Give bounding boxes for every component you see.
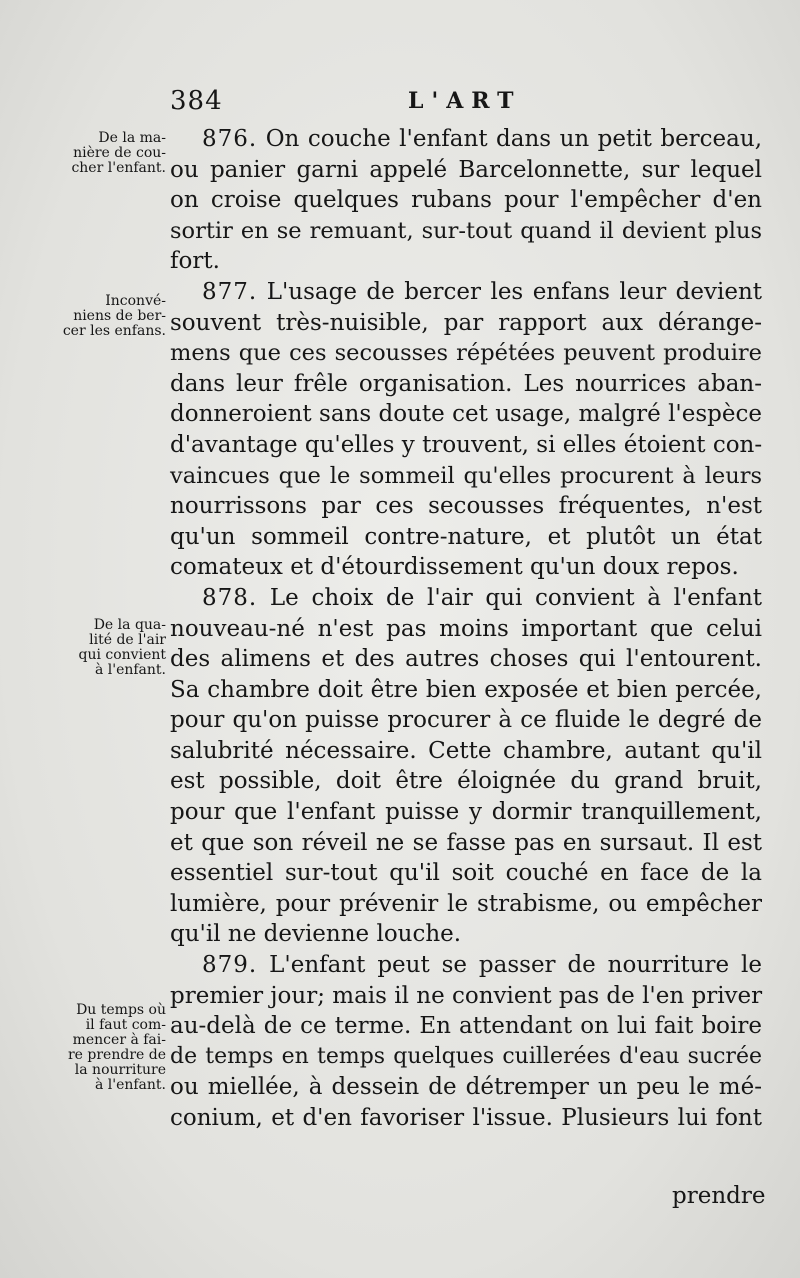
text-line: nourrissons par ces secousses fréquentes, n'est xyxy=(170,493,762,520)
text-line: qu'un sommeil contre-nature, et plutôt un état xyxy=(170,523,762,550)
paragraph-878 xyxy=(170,583,762,950)
text-line-content: L'enfant peut se passer de nourriture le xyxy=(269,952,763,979)
paragraph-number: 876. xyxy=(202,126,258,152)
text-line: des alimens et des autres choses qui l'entourent. xyxy=(170,646,762,673)
paragraph-876 xyxy=(170,124,762,277)
paragraph-number: 879. xyxy=(202,952,258,979)
text-line: fort. xyxy=(170,248,220,275)
text-line: pour qu'on puisse procurer à ce fluide le degré de xyxy=(170,707,762,734)
text-line: qu'il ne devienne louche. xyxy=(170,921,462,948)
margin-note-line: Inconvé- xyxy=(105,293,166,309)
margin-note-line: nière de cou- xyxy=(73,145,166,161)
margin-note-line: mencer à fai- xyxy=(72,1032,166,1048)
text-line: on croise quelques rubans pour l'empêcher d'en xyxy=(170,187,762,214)
text-line xyxy=(170,124,762,155)
text-line: de temps en temps quelques cuillerées d'eau sucrée xyxy=(170,1043,762,1069)
margin-note-line: De la ma- xyxy=(98,130,166,146)
text-line-content: L'usage de bercer les enfans leur devient xyxy=(266,278,762,305)
margin-note-line: qui convient xyxy=(78,647,166,663)
body-text xyxy=(170,124,762,1134)
margin-note-1 xyxy=(36,131,166,176)
text-line: mens que ces secousses répétées peuvent produire xyxy=(170,340,762,367)
text-line: ou miellée, à dessein de détremper un peu le mé- xyxy=(170,1074,762,1101)
text-line: conium, et d'en favoriser l'issue. Plusieurs lui font xyxy=(170,1105,762,1131)
margin-note-line: la nourriture xyxy=(74,1062,166,1078)
margin-note-3 xyxy=(36,618,166,678)
catchword: prendre xyxy=(672,1183,766,1209)
margin-note-line: niens de ber- xyxy=(73,308,166,324)
margin-note-line: De la qua- xyxy=(93,617,166,633)
text-line: souvent très-nuisible, par rapport aux dérange- xyxy=(170,309,762,336)
text-line: Sa chambre doit être bien exposée et bien percée, xyxy=(170,676,762,703)
paragraph-number: 877. xyxy=(202,278,258,305)
text-line xyxy=(170,277,762,308)
text-line: premier jour; mais il ne convient pas de l'en priver xyxy=(170,982,763,1009)
text-line-content: Le choix de l'air qui convient à l'enfant xyxy=(269,584,763,611)
text-line: salubrité nécessaire. Cette chambre, autant qu'il xyxy=(170,737,762,764)
text-line: pour que l'enfant puisse y dormir tranquillement, xyxy=(170,799,762,826)
page-number: 384 xyxy=(170,86,223,116)
margin-note-line: à l'enfant. xyxy=(94,662,166,678)
text-line: sortir en se remuant, sur-tout quand il devient plus xyxy=(170,217,762,244)
page-header xyxy=(170,86,760,126)
margin-note-line: cher l'enfant. xyxy=(71,160,166,176)
text-line: vaincues que le sommeil qu'elles procurent à leurs xyxy=(170,462,762,489)
running-title: L'ART xyxy=(408,88,522,114)
margin-note-line: il faut com- xyxy=(85,1017,166,1033)
text-line: d'avantage qu'elles y trouvent, si elles étoient con- xyxy=(170,431,763,458)
text-line: ou panier garni appelé Barcelonnette, sur lequel xyxy=(170,156,762,183)
margin-note-line: cer les enfans. xyxy=(62,323,166,339)
margin-note-2 xyxy=(36,294,166,339)
text-line: est possible, doit être éloignée du grand bruit, xyxy=(170,768,762,795)
text-line xyxy=(170,950,762,981)
text-line: donneroient sans doute cet usage, malgré l'espèce xyxy=(170,401,762,428)
text-line-content: On couche l'enfant dans un petit berceau, xyxy=(265,126,762,152)
margin-note-line: à l'enfant. xyxy=(94,1077,166,1093)
text-line: nouveau-né n'est pas moins important que celui xyxy=(170,615,762,642)
text-line: au-delà de ce terme. En attendant on lui fait boire xyxy=(170,1013,762,1040)
paragraph-number: 878. xyxy=(202,584,258,611)
text-line: dans leur frêle organisation. Les nourrices aban- xyxy=(170,370,762,397)
margin-note-4 xyxy=(36,1003,166,1093)
text-line: essentiel sur-tout qu'il soit couché en face de la xyxy=(170,860,762,887)
paragraph-877 xyxy=(170,277,762,583)
margin-note-line: Du temps où xyxy=(76,1002,166,1018)
text-line: comateux et d'étourdissement qu'un doux repos. xyxy=(170,554,739,581)
paragraph-879 xyxy=(170,950,762,1134)
text-line: et que son réveil ne se fasse pas en sursaut. Il est xyxy=(170,829,762,856)
margin-note-line: lité de l'air xyxy=(89,632,166,648)
text-line: lumière, pour prévenir le strabisme, ou empêcher xyxy=(170,890,762,917)
text-line xyxy=(170,583,762,614)
margin-note-line: re prendre de xyxy=(67,1047,166,1063)
